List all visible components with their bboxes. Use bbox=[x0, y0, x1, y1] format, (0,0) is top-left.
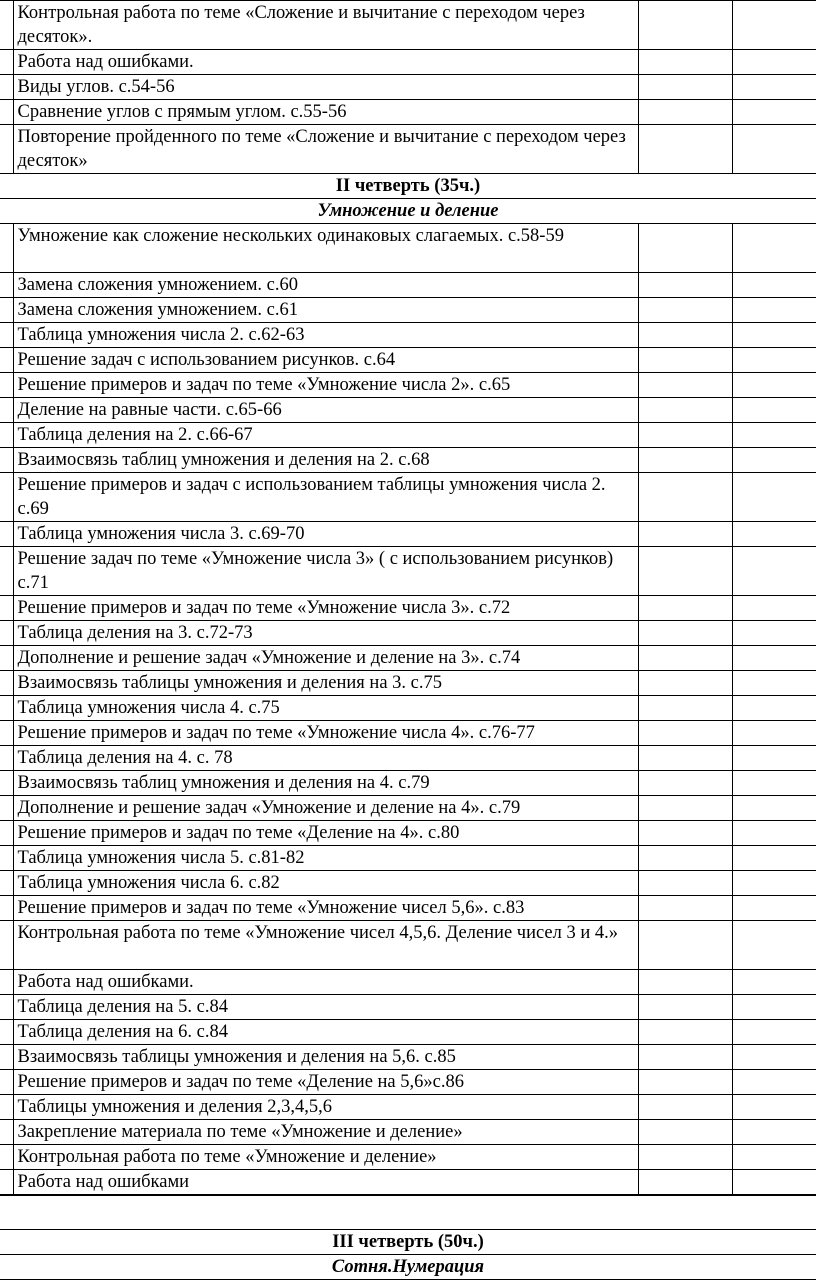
lesson-row bbox=[0, 1070, 816, 1095]
number-cell bbox=[0, 646, 13, 671]
lesson-row bbox=[0, 1170, 816, 1195]
note-cell bbox=[732, 1020, 816, 1045]
lesson-topic: Взаимосвязь таблиц умножения и деления на 4. с.79 bbox=[13, 771, 638, 796]
lesson-row bbox=[0, 696, 816, 721]
lesson-row bbox=[0, 970, 816, 995]
note-cell bbox=[732, 1170, 816, 1195]
lesson-topic: Таблица умножения числа 5. с.81-82 bbox=[13, 846, 638, 871]
date-cell bbox=[638, 871, 732, 896]
lesson-topic: Таблица деления на 2. с.66-67 bbox=[13, 423, 638, 448]
date-cell bbox=[638, 373, 732, 398]
lesson-row bbox=[0, 423, 816, 448]
note-cell bbox=[732, 621, 816, 646]
number-cell bbox=[0, 423, 13, 448]
lesson-topic: Таблица деления на 4. с. 78 bbox=[13, 746, 638, 771]
note-cell bbox=[732, 273, 816, 298]
lesson-topic: Контрольная работа по теме «Сложение и вычитание с переходом через десяток». bbox=[13, 1, 638, 50]
lesson-topic: Работа над ошибками. bbox=[13, 50, 638, 75]
lesson-topic: Взаимосвязь таблицы умножения и деления на 5,6. с.85 bbox=[13, 1045, 638, 1070]
number-cell bbox=[0, 1, 13, 50]
lesson-topic: Работа над ошибками. bbox=[13, 970, 638, 995]
note-cell bbox=[732, 75, 816, 100]
lesson-topic: Таблица деления на 3. с.72-73 bbox=[13, 621, 638, 646]
lesson-topic: Решение задач по теме «Умножение числа 3» ( с использованием рисунков) с.71 bbox=[13, 547, 638, 596]
note-cell bbox=[732, 871, 816, 896]
date-cell bbox=[638, 1120, 732, 1145]
lesson-topic: Решение примеров и задач по теме «Умножение чисел 5,6». с.83 bbox=[13, 896, 638, 921]
date-cell bbox=[638, 1170, 732, 1195]
lesson-row bbox=[0, 1, 816, 50]
date-cell bbox=[638, 473, 732, 522]
lesson-row bbox=[0, 896, 816, 921]
lesson-topic: Контрольная работа по теме «Умножение и деление» bbox=[13, 1145, 638, 1170]
number-cell bbox=[0, 348, 13, 373]
date-cell bbox=[638, 1070, 732, 1095]
lesson-topic: Виды углов. с.54-56 bbox=[13, 75, 638, 100]
number-cell bbox=[0, 224, 13, 273]
date-cell bbox=[638, 995, 732, 1020]
q2-header bbox=[0, 174, 816, 224]
note-cell bbox=[732, 100, 816, 125]
date-cell bbox=[638, 547, 732, 596]
date-cell bbox=[638, 75, 732, 100]
lesson-row bbox=[0, 398, 816, 423]
lesson-topic: Таблица умножения числа 2. с.62-63 bbox=[13, 323, 638, 348]
number-cell bbox=[0, 821, 13, 846]
lesson-row bbox=[0, 846, 816, 871]
note-cell bbox=[732, 1095, 816, 1120]
date-cell bbox=[638, 50, 732, 75]
lesson-row bbox=[0, 1145, 816, 1170]
note-cell bbox=[732, 646, 816, 671]
number-cell bbox=[0, 50, 13, 75]
lesson-topic: Закрепление материала по теме «Умножение и деление» bbox=[13, 1120, 638, 1145]
lesson-row bbox=[0, 75, 816, 100]
date-cell bbox=[638, 323, 732, 348]
number-cell bbox=[0, 1170, 13, 1195]
number-cell bbox=[0, 846, 13, 871]
spacer bbox=[0, 1195, 816, 1229]
number-cell bbox=[0, 522, 13, 547]
lesson-topic: Решение задач с использованием рисунков. с.64 bbox=[13, 348, 638, 373]
date-cell bbox=[638, 125, 732, 174]
lesson-row bbox=[0, 621, 816, 646]
quarter-heading: II четверть (35ч.) bbox=[0, 174, 816, 199]
number-cell bbox=[0, 921, 13, 970]
date-cell bbox=[638, 771, 732, 796]
number-cell bbox=[0, 1095, 13, 1120]
note-cell bbox=[732, 423, 816, 448]
date-cell bbox=[638, 970, 732, 995]
date-cell bbox=[638, 1145, 732, 1170]
note-cell bbox=[732, 1, 816, 50]
date-cell bbox=[638, 1045, 732, 1070]
date-cell bbox=[638, 846, 732, 871]
number-cell bbox=[0, 970, 13, 995]
number-cell bbox=[0, 473, 13, 522]
lesson-topic: Таблица умножения числа 4. с.75 bbox=[13, 696, 638, 721]
lesson-topic: Замена сложения умножением. с.61 bbox=[13, 298, 638, 323]
note-cell bbox=[732, 1070, 816, 1095]
date-cell bbox=[638, 298, 732, 323]
note-cell bbox=[732, 921, 816, 970]
number-cell bbox=[0, 100, 13, 125]
note-cell bbox=[732, 821, 816, 846]
lesson-row bbox=[0, 50, 816, 75]
number-cell bbox=[0, 621, 13, 646]
q2-rows bbox=[0, 224, 816, 1195]
lesson-topic: Решение примеров и задач по теме «Умножение числа 3». с.72 bbox=[13, 596, 638, 621]
lesson-row bbox=[0, 348, 816, 373]
lesson-topic: Сравнение углов с прямым углом. с.55-56 bbox=[13, 100, 638, 125]
number-cell bbox=[0, 75, 13, 100]
lesson-row bbox=[0, 125, 816, 174]
lesson-row bbox=[0, 671, 816, 696]
date-cell bbox=[638, 746, 732, 771]
note-cell bbox=[732, 796, 816, 821]
topic-heading: Сотня.Нумерация bbox=[0, 1255, 816, 1280]
lesson-topic: Таблица умножения числа 6. с.82 bbox=[13, 871, 638, 896]
date-cell bbox=[638, 1095, 732, 1120]
lesson-row bbox=[0, 547, 816, 596]
date-cell bbox=[638, 522, 732, 547]
date-cell bbox=[638, 696, 732, 721]
number-cell bbox=[0, 871, 13, 896]
note-cell bbox=[732, 696, 816, 721]
date-cell bbox=[638, 596, 732, 621]
note-cell bbox=[732, 522, 816, 547]
number-cell bbox=[0, 547, 13, 596]
note-cell bbox=[732, 547, 816, 596]
date-cell bbox=[638, 621, 732, 646]
lesson-row bbox=[0, 1045, 816, 1070]
number-cell bbox=[0, 373, 13, 398]
date-cell bbox=[638, 671, 732, 696]
lesson-topic: Решение примеров и задач по теме «Деление на 5,6»с.86 bbox=[13, 1070, 638, 1095]
note-cell bbox=[732, 473, 816, 522]
date-cell bbox=[638, 896, 732, 921]
date-cell bbox=[638, 821, 732, 846]
number-cell bbox=[0, 671, 13, 696]
note-cell bbox=[732, 970, 816, 995]
q3-header-table bbox=[0, 1229, 816, 1280]
note-cell bbox=[732, 771, 816, 796]
note-cell bbox=[732, 1145, 816, 1170]
lesson-row bbox=[0, 921, 816, 970]
note-cell bbox=[732, 323, 816, 348]
lesson-topic: Повторение пройденного по теме «Сложение и вычитание с переходом через десяток» bbox=[13, 125, 638, 174]
lesson-topic: Взаимосвязь таблицы умножения и деления на 3. с.75 bbox=[13, 671, 638, 696]
topic-heading: Умножение и деление bbox=[0, 199, 816, 224]
lesson-row bbox=[0, 871, 816, 896]
number-cell bbox=[0, 273, 13, 298]
lesson-row bbox=[0, 796, 816, 821]
number-cell bbox=[0, 896, 13, 921]
note-cell bbox=[732, 746, 816, 771]
number-cell bbox=[0, 721, 13, 746]
date-cell bbox=[638, 348, 732, 373]
note-cell bbox=[732, 298, 816, 323]
lesson-topic: Умножение как сложение нескольких одинаковых слагаемых. с.58-59 bbox=[13, 224, 638, 273]
lesson-row bbox=[0, 1095, 816, 1120]
lesson-topic: Дополнение и решение задач «Умножение и деление на 3». с.74 bbox=[13, 646, 638, 671]
lesson-row bbox=[0, 273, 816, 298]
number-cell bbox=[0, 298, 13, 323]
quarter-heading: III четверть (50ч.) bbox=[0, 1230, 816, 1255]
note-cell bbox=[732, 398, 816, 423]
date-cell bbox=[638, 448, 732, 473]
lesson-row bbox=[0, 1020, 816, 1045]
lesson-topic: Взаимосвязь таблиц умножения и деления на 2. с.68 bbox=[13, 448, 638, 473]
number-cell bbox=[0, 1145, 13, 1170]
date-cell bbox=[638, 921, 732, 970]
number-cell bbox=[0, 1120, 13, 1145]
lesson-topic: Замена сложения умножением. с.60 bbox=[13, 273, 638, 298]
lesson-row bbox=[0, 100, 816, 125]
date-cell bbox=[638, 796, 732, 821]
note-cell bbox=[732, 721, 816, 746]
note-cell bbox=[732, 125, 816, 174]
date-cell bbox=[638, 398, 732, 423]
lesson-row bbox=[0, 224, 816, 273]
lesson-row bbox=[0, 298, 816, 323]
number-cell bbox=[0, 696, 13, 721]
number-cell bbox=[0, 771, 13, 796]
lesson-topic: Контрольная работа по теме «Умножение чисел 4,5,6. Деление чисел 3 и 4.» bbox=[13, 921, 638, 970]
number-cell bbox=[0, 995, 13, 1020]
note-cell bbox=[732, 596, 816, 621]
note-cell bbox=[732, 50, 816, 75]
lesson-row bbox=[0, 448, 816, 473]
date-cell bbox=[638, 1, 732, 50]
note-cell bbox=[732, 846, 816, 871]
lesson-topic: Таблица деления на 6. с.84 bbox=[13, 1020, 638, 1045]
lesson-topic: Таблица умножения числа 3. с.69-70 bbox=[13, 522, 638, 547]
date-cell bbox=[638, 273, 732, 298]
number-cell bbox=[0, 448, 13, 473]
note-cell bbox=[732, 448, 816, 473]
note-cell bbox=[732, 373, 816, 398]
number-cell bbox=[0, 125, 13, 174]
lesson-row bbox=[0, 1120, 816, 1145]
number-cell bbox=[0, 1020, 13, 1045]
lesson-row bbox=[0, 473, 816, 522]
number-cell bbox=[0, 746, 13, 771]
lesson-row bbox=[0, 721, 816, 746]
lesson-row bbox=[0, 746, 816, 771]
note-cell bbox=[732, 1045, 816, 1070]
lesson-row bbox=[0, 821, 816, 846]
q1-tail-rows bbox=[0, 1, 816, 174]
lesson-topic: Таблица деления на 5. с.84 bbox=[13, 995, 638, 1020]
note-cell bbox=[732, 348, 816, 373]
number-cell bbox=[0, 398, 13, 423]
note-cell bbox=[732, 1120, 816, 1145]
number-cell bbox=[0, 1070, 13, 1095]
number-cell bbox=[0, 323, 13, 348]
number-cell bbox=[0, 596, 13, 621]
note-cell bbox=[732, 671, 816, 696]
date-cell bbox=[638, 721, 732, 746]
lesson-topic: Дополнение и решение задач «Умножение и деление на 4». с.79 bbox=[13, 796, 638, 821]
note-cell bbox=[732, 896, 816, 921]
lesson-topic: Работа над ошибками bbox=[13, 1170, 638, 1195]
lesson-topic: Деление на равные части. с.65-66 bbox=[13, 398, 638, 423]
note-cell bbox=[732, 995, 816, 1020]
date-cell bbox=[638, 224, 732, 273]
lesson-topic: Решение примеров и задач по теме «Умножение числа 4». с.76-77 bbox=[13, 721, 638, 746]
date-cell bbox=[638, 646, 732, 671]
note-cell bbox=[732, 224, 816, 273]
lesson-row bbox=[0, 646, 816, 671]
number-cell bbox=[0, 1045, 13, 1070]
lesson-row bbox=[0, 522, 816, 547]
date-cell bbox=[638, 423, 732, 448]
lesson-row bbox=[0, 373, 816, 398]
lesson-topic: Решение примеров и задач по теме «Умножение числа 2». с.65 bbox=[13, 373, 638, 398]
lesson-row bbox=[0, 771, 816, 796]
lesson-row bbox=[0, 323, 816, 348]
lesson-topic: Решение примеров и задач по теме «Деление на 4». с.80 bbox=[13, 821, 638, 846]
lesson-topic: Таблицы умножения и деления 2,3,4,5,6 bbox=[13, 1095, 638, 1120]
lesson-row bbox=[0, 596, 816, 621]
lesson-row bbox=[0, 995, 816, 1020]
date-cell bbox=[638, 100, 732, 125]
number-cell bbox=[0, 796, 13, 821]
date-cell bbox=[638, 1020, 732, 1045]
lesson-topic: Решение примеров и задач с использованием таблицы умножения числа 2. с.69 bbox=[13, 473, 638, 522]
